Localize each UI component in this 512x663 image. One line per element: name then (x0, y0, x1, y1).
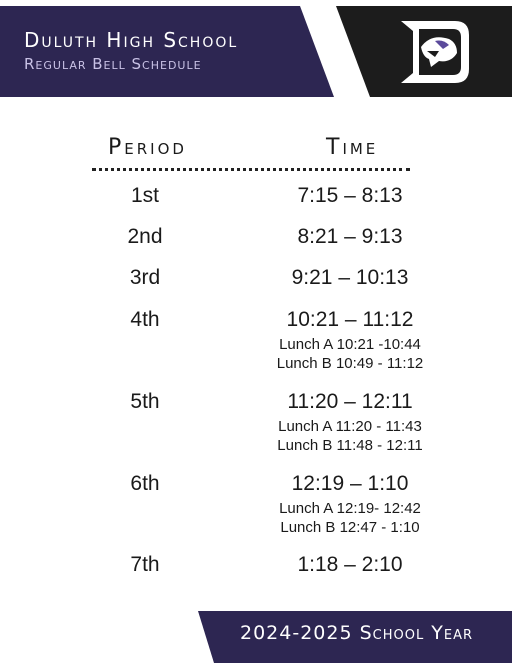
lunch-b-time: Lunch B 10:49 - 11:12 (276, 355, 424, 372)
period-label: 4th (130, 308, 160, 331)
lunch-a-time: Lunch A 12:19- 12:42 (279, 500, 421, 517)
period-label: 6th (130, 472, 160, 495)
period-time: 11:20 – 12:11 (287, 390, 413, 413)
period-label: 1st (130, 184, 159, 207)
lunch-a-time: Lunch A 11:20 - 11:43 (278, 418, 422, 435)
period-time: 7:15 – 8:13 (297, 184, 403, 207)
column-header-time: Time (326, 135, 379, 160)
schedule-subtitle: Regular Bell Schedule (24, 55, 202, 73)
period-label: 3rd (129, 266, 161, 289)
lunch-b-time: Lunch B 11:48 - 12:11 (277, 437, 423, 454)
period-time: 8:21 – 9:13 (297, 225, 403, 248)
period-time: 10:21 – 11:12 (286, 308, 414, 331)
period-label: 2nd (127, 225, 163, 248)
period-label: 5th (130, 390, 160, 413)
lunch-a-time: Lunch A 10:21 -10:44 (279, 336, 421, 353)
panther-logo-icon (395, 17, 473, 87)
period-time: 1:18 – 2:10 (297, 553, 403, 576)
column-header-period: Period (108, 135, 187, 160)
school-year-label: 2024-2025 School Year (240, 622, 474, 644)
school-title: Duluth High School (24, 28, 239, 52)
period-time: 9:21 – 10:13 (291, 266, 409, 289)
lunch-b-time: Lunch B 12:47 - 1:10 (280, 519, 420, 536)
header-divider (92, 168, 410, 171)
period-time: 12:19 – 1:10 (291, 472, 409, 495)
period-label: 7th (130, 553, 160, 576)
